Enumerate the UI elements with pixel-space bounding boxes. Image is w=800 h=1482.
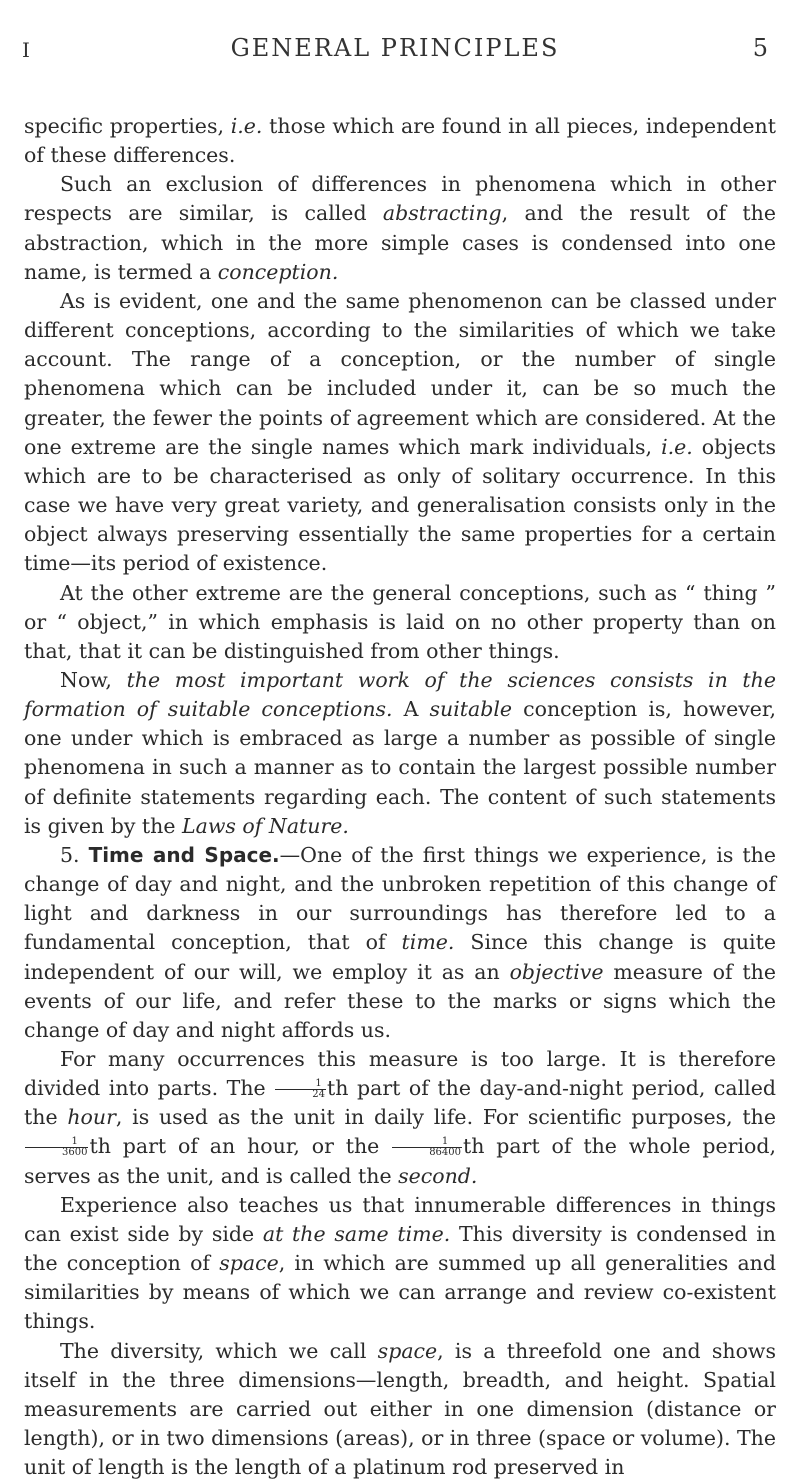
text-run: specific properties, [24, 114, 231, 138]
fraction [392, 1137, 462, 1158]
text-run: , is used as the unit in daily life. For scientific purposes, the [115, 1105, 776, 1130]
text-run: th part of an hour, or the [89, 1134, 392, 1159]
paragraph [24, 666, 776, 841]
text-run: th part of the whole period, serves as the unit, and is called the [24, 1134, 776, 1188]
text-run: conception is, however, one under which is embraced as large a number as possible of single phenomena in such a manner as to contain the largest possible number of definite statements regarding each. The content of such statements is given by the [24, 697, 776, 838]
italic-text: i.e. [661, 434, 693, 459]
text-run: Such an exclusion of differences in phenomena which in other respects are similar, is called [24, 172, 776, 226]
text-run: Since this change is quite independent of our will, we employ it as an [24, 930, 776, 984]
paragraph [24, 112, 776, 170]
fraction-numerator: 1 [275, 1079, 326, 1090]
fraction [25, 1137, 88, 1158]
italic-text: hour [67, 1105, 116, 1130]
italic-text: Laws of Nature. [182, 813, 349, 838]
body-text [24, 112, 776, 1482]
italic-text: time. [401, 930, 455, 955]
italic-text: space [377, 1338, 438, 1363]
italic-text: conception. [217, 259, 339, 284]
paragraph [24, 1191, 776, 1337]
text-run: A [392, 697, 430, 722]
fraction-denominator: 3600 [62, 1147, 88, 1159]
fraction-denominator: 86400 [429, 1147, 461, 1159]
fraction-numerator: 1 [392, 1137, 462, 1148]
italic-text: i.e. [230, 114, 263, 138]
text-run: Now, [60, 667, 127, 692]
text-run: , is a threefold one and shows itself in the three dimensions—length, breadth, and height. Spatial measurements are carried out either in one dimension (distance or length), or in two dimensions (areas), or in three (space or volume). The unit of length is the length of a platinum rod preserved in [24, 1338, 776, 1480]
text-run: measure of the events of our life, and refer these to the marks or signs which the change of day and night affords us. [24, 959, 777, 1042]
italic-text: at the same time. [262, 1221, 451, 1246]
text-run: , in which are summed up all generalities and similarities by means of which we can arrange and review co-existent things. [24, 1251, 776, 1334]
text-run: those which are found in all pieces, independent of these differences. [24, 114, 777, 168]
italic-text: suitable [429, 697, 513, 722]
italic-text: space [219, 1251, 279, 1276]
paragraph [24, 170, 776, 287]
italic-text: second. [398, 1163, 478, 1188]
page-number: 5 [752, 34, 768, 62]
paragraph [24, 1337, 776, 1482]
text-run: This diversity is condensed in the conception of [24, 1221, 776, 1276]
running-header [22, 34, 768, 74]
italic-text: the most important work of the sciences consists in the formation of suitable conceptions. [24, 667, 776, 722]
text-run: At the other extreme are the general conceptions, such as “ thing ” or “ object,” in which emphasis is laid on no other property than on that, that it can be distinguished from other things. [24, 580, 776, 663]
italic-text: abstracting [382, 201, 502, 226]
text-run: , and the result of the abstraction, which in the more simple cases is condensed into one name, is termed a [24, 201, 776, 284]
text-run: —One of the first things we experience, is the change of day and night, and the unbroken repetition of this change of light and darkness in our surroundings has therefore led to a fundamental conception, that of [24, 842, 776, 955]
text-run: 5. [60, 842, 89, 867]
paragraph [24, 841, 776, 1045]
chapter-number: I [22, 38, 30, 62]
text-run: As is evident, one and the same phenomenon can be classed under different conceptions, according to the similarities of which we take account. The range of a conception, or the number of single phenomena which can be included under it, can be so much the greater, the fewer the points of agreement which are considered. At the one extreme are the single names which mark individuals, [24, 288, 776, 459]
text-run: th part of the day-and-night period, called the [24, 1076, 776, 1130]
running-title: GENERAL PRINCIPLES [230, 34, 560, 62]
section-heading: Time and Space. [88, 842, 280, 867]
paragraph [24, 579, 776, 666]
text-run: Experience also teaches us that innumerable differences in things can exist side by side [24, 1192, 776, 1246]
italic-text: objective [509, 959, 604, 984]
text-run: For many occurrences this measure is too large. It is therefore divided into parts. The [24, 1047, 776, 1101]
paragraph [24, 1045, 776, 1191]
text-run: The diversity, which we call [60, 1338, 378, 1363]
fraction-numerator: 1 [25, 1137, 88, 1148]
paragraph [24, 287, 776, 579]
text-run: objects which are to be characterised as only of solitary occurrence. In this case we have very great variety, and generalisation consists only in the object always preserving essentially the same properties for a certain time—its period of existence. [24, 434, 776, 576]
fraction [275, 1079, 326, 1100]
fraction-denominator: 24 [312, 1089, 325, 1101]
